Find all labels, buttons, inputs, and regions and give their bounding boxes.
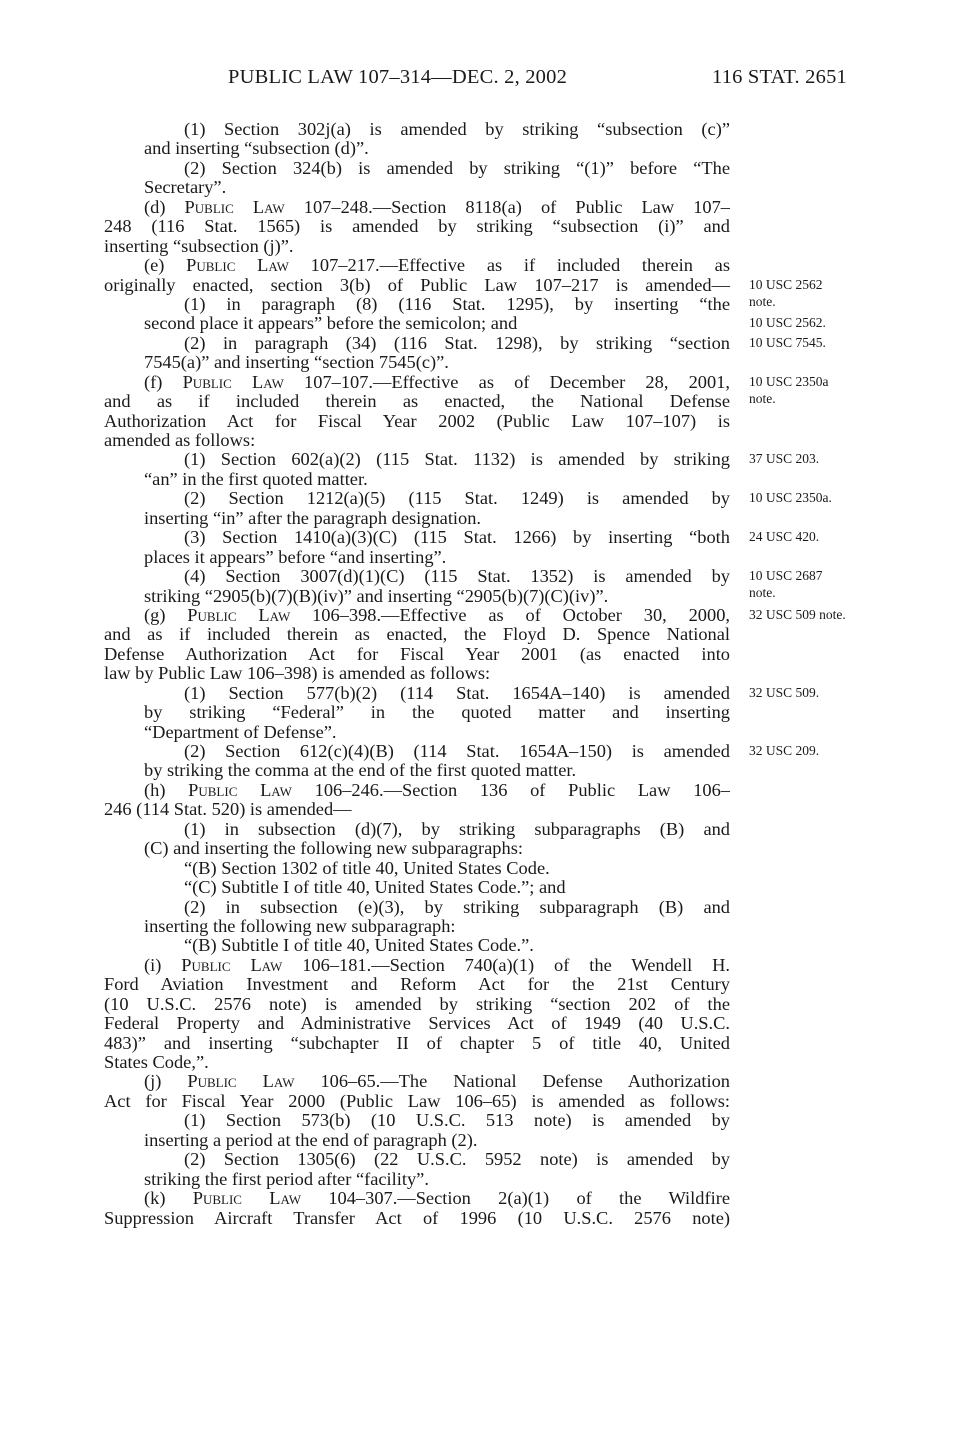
text-line	[104, 664, 730, 683]
line-text: and inserting “subsection (d)”.	[144, 138, 369, 159]
text-line	[104, 449, 820, 470]
line-text: (4) Section 3007(d)(1)(C) (115 Stat. 1352) is amended by	[184, 566, 730, 587]
law-reference-heading: Public Law	[188, 779, 292, 800]
running-head: PUBLIC LAW 107–314—DEC. 2, 2002	[228, 66, 568, 88]
line-text: (2) in paragraph (34) (116 Stat. 1298), by striking “section	[184, 332, 730, 353]
line-text: 246 (114 Stat. 520) is amended—	[104, 799, 352, 820]
line-text: (2) Section 612(c)(4)(B) (114 Stat. 1654A–150) is amended	[184, 741, 730, 761]
line-text: by striking the comma at the end of the first quoted matter.	[144, 760, 577, 781]
subsection-label: (g)	[144, 604, 188, 625]
line-text: and as if included therein as enacted, the Floyd D. Spence National	[104, 624, 730, 645]
line-text: 107–217.—Effective as if included therein as	[288, 255, 730, 276]
text-line	[104, 332, 826, 353]
text-line	[104, 198, 730, 217]
text-line	[104, 975, 730, 994]
line-text: by striking “Federal” in the quoted matter and inserting	[144, 702, 730, 723]
subsection-label: (j)	[144, 1071, 188, 1092]
margin-note: 10 USC 7545.	[749, 334, 826, 350]
line-text: “(B) Subtitle I of title 40, United States Code.”.	[184, 935, 534, 956]
line-text: inserting the following new subparagraph:	[144, 915, 456, 936]
text-line	[104, 313, 826, 334]
text-line	[104, 159, 730, 178]
line-text: (2) in subsection (e)(3), by striking subparagraph (B) and	[184, 896, 730, 917]
text-line	[104, 741, 820, 761]
text-line	[104, 412, 730, 431]
line-text: “(C) Subtitle I of title 40, United States Code.”; and	[184, 877, 566, 898]
margin-note: 32 USC 209.	[749, 743, 820, 758]
text-line	[104, 392, 730, 411]
line-text: law by Public Law 106–398) is amended as follows:	[104, 663, 491, 684]
line-text: (1) Section 577(b)(2) (114 Stat. 1654A–140) is amended	[184, 682, 730, 703]
text-line	[104, 761, 730, 780]
line-text: Authorization Act for Fiscal Year 2002 (Public Law 107–107) is	[104, 410, 730, 431]
page-header	[0, 66, 979, 96]
text-line	[104, 723, 730, 742]
text-line	[104, 470, 730, 489]
law-reference-heading: Public Law	[192, 1188, 302, 1209]
line-text: (1) in paragraph (8) (116 Stat. 1295), by inserting “the	[184, 293, 730, 314]
text-line	[104, 1034, 730, 1053]
text-line	[104, 548, 730, 567]
line-text: inserting a period at the end of paragraph (2).	[144, 1129, 478, 1150]
law-reference-heading: Public Law	[184, 196, 285, 217]
law-reference-heading: Public Law	[186, 255, 289, 276]
line-text: (1) Section 302j(a) is amended by striking “subsection (c)”	[184, 119, 730, 139]
margin-note: 37 USC 203.	[749, 451, 820, 467]
text-line	[104, 682, 820, 703]
text-line	[104, 527, 820, 548]
text-line	[104, 1014, 730, 1033]
margin-note: 24 USC 420.	[749, 529, 820, 545]
text-line	[104, 859, 730, 878]
text-line	[104, 217, 730, 236]
line-text: “Department of Defense”.	[144, 721, 337, 742]
line-text: (2) Section 1212(a)(5) (115 Stat. 1249) is amended by	[184, 488, 730, 509]
line-text: (1) Section 573(b) (10 U.S.C. 513 note) is amended by	[184, 1110, 730, 1131]
line-text: Ford Aviation Investment and Reform Act for the 21st Century	[104, 974, 730, 995]
line-text: Federal Property and Administrative Services Act of 1949 (40 U.S.C.	[104, 1013, 730, 1034]
line-text: 106–246.—Section 136 of Public Law 106–	[291, 779, 730, 800]
stat-page-number: 116 STAT. 2651	[712, 66, 847, 88]
line-text: striking the first period after “facility”.	[144, 1168, 429, 1189]
line-text: 106–65.—The National Defense Authorization	[294, 1071, 730, 1092]
text-line	[104, 800, 730, 819]
line-text: 107–248.—Section 8118(a) of Public Law 107–	[284, 196, 730, 217]
text-line	[104, 178, 730, 197]
line-text: (3) Section 1410(a)(3)(C) (115 Stat. 1266) by inserting “both	[184, 527, 730, 548]
line-text: (1) in subsection (d)(7), by striking subparagraphs (B) and	[184, 818, 730, 839]
law-reference-heading: Public Law	[187, 1071, 295, 1092]
line-text: second place it appears” before the semicolon; and	[144, 313, 518, 334]
line-text: 106–398.—Effective as of October 30, 2000,	[290, 604, 730, 625]
text-line	[104, 139, 730, 158]
line-text: Secretary”.	[144, 177, 227, 198]
statute-body	[104, 119, 846, 1228]
line-text: striking “2905(b)(7)(B)(iv)” and inserting “2905(b)(7)(C)(iv)”.	[144, 585, 609, 606]
line-text: 106–181.—Section 740(a)(1) of the Wendell H.	[282, 954, 730, 975]
subsection-label: (d)	[144, 196, 185, 217]
line-text: 107–107.—Effective as of December 28, 2001,	[283, 371, 730, 392]
margin-note: 10 USC 2350a note.	[749, 373, 829, 406]
line-text: 104–307.—Section 2(a)(1) of the Wildfire	[301, 1188, 730, 1209]
text-line	[104, 1170, 730, 1189]
subsection-label: (e)	[144, 255, 187, 276]
margin-note: 32 USC 509 note.	[749, 606, 846, 622]
text-line	[104, 353, 730, 372]
line-text: States Code,”.	[104, 1052, 209, 1072]
text-line	[104, 431, 730, 450]
line-text: (2) Section 1305(6) (22 U.S.C. 5952 note) is amended by	[184, 1149, 730, 1170]
subsection-label: (h)	[144, 779, 189, 800]
line-text: 248 (116 Stat. 1565) is amended by striking “subsection (i)” and	[104, 216, 730, 237]
margin-note: 10 USC 2350a.	[749, 490, 832, 506]
text-line	[104, 256, 730, 275]
text-line	[104, 237, 730, 256]
text-line	[104, 488, 832, 509]
text-line	[104, 1209, 730, 1228]
text-line	[104, 1072, 730, 1091]
line-text: and as if included therein as enacted, the National Defense	[104, 391, 730, 412]
text-line	[104, 295, 730, 314]
text-line	[104, 898, 730, 917]
text-line	[104, 1189, 730, 1208]
law-reference-heading: Public Law	[187, 604, 291, 625]
subsection-label: (f)	[144, 371, 183, 392]
text-line	[104, 1131, 730, 1150]
line-text: Act for Fiscal Year 2000 (Public Law 106–65) is amended as follows:	[104, 1090, 730, 1111]
text-line	[104, 1150, 730, 1169]
margin-note: 10 USC 2687 note.	[749, 568, 823, 601]
text-line	[104, 1092, 730, 1111]
text-line	[104, 625, 730, 644]
line-text: (C) and inserting the following new subparagraphs:	[144, 838, 523, 859]
text-line	[104, 587, 730, 606]
text-line	[104, 645, 730, 664]
line-text: 7545(a)” and inserting “section 7545(c)”.	[144, 352, 449, 373]
margin-note: 10 USC 2562.	[749, 315, 826, 331]
line-text: inserting “in” after the paragraph designation.	[144, 507, 482, 528]
subsection-label: (k)	[144, 1188, 193, 1209]
line-text: originally enacted, section 3(b) of Public Law 107–217 is amended—	[104, 274, 730, 295]
margin-note: 10 USC 2562 note.	[749, 276, 823, 309]
text-line	[104, 120, 730, 139]
text-line	[104, 509, 730, 528]
text-line	[104, 839, 730, 858]
line-text: “an” in the first quoted matter.	[144, 468, 368, 489]
line-text: 483)” and inserting “subchapter II of chapter 5 of title 40, United	[104, 1032, 730, 1053]
text-line	[104, 917, 730, 936]
subsection-label: (i)	[144, 954, 182, 975]
line-text: places it appears” before “and inserting”.	[144, 546, 447, 567]
text-line	[104, 1111, 730, 1130]
text-line	[104, 781, 730, 800]
line-text: (1) Section 602(a)(2) (115 Stat. 1132) is amended by striking	[184, 449, 730, 470]
line-text: amended as follows:	[104, 430, 256, 450]
text-line	[104, 1053, 730, 1072]
line-text: (2) Section 324(b) is amended by striking “(1)” before “The	[184, 157, 730, 178]
line-text: Suppression Aircraft Transfer Act of 1996 (10 U.S.C. 2576 note)	[104, 1207, 730, 1228]
line-text: Defense Authorization Act for Fiscal Year 2001 (as enacted into	[104, 643, 730, 664]
law-reference-heading: Public Law	[182, 371, 284, 392]
text-line	[104, 604, 846, 625]
text-line	[104, 703, 730, 722]
text-line	[104, 878, 730, 897]
text-line	[104, 956, 730, 975]
line-text: “(B) Section 1302 of title 40, United States Code.	[184, 857, 550, 878]
text-line	[104, 995, 730, 1014]
line-text: (10 U.S.C. 2576 note) is amended by striking “section 202 of the	[104, 993, 730, 1014]
law-reference-heading: Public Law	[181, 954, 283, 975]
margin-note: 32 USC 509.	[749, 684, 820, 700]
line-text: inserting “subsection (j)”.	[104, 235, 294, 256]
text-line	[104, 820, 730, 839]
text-line	[104, 936, 730, 955]
